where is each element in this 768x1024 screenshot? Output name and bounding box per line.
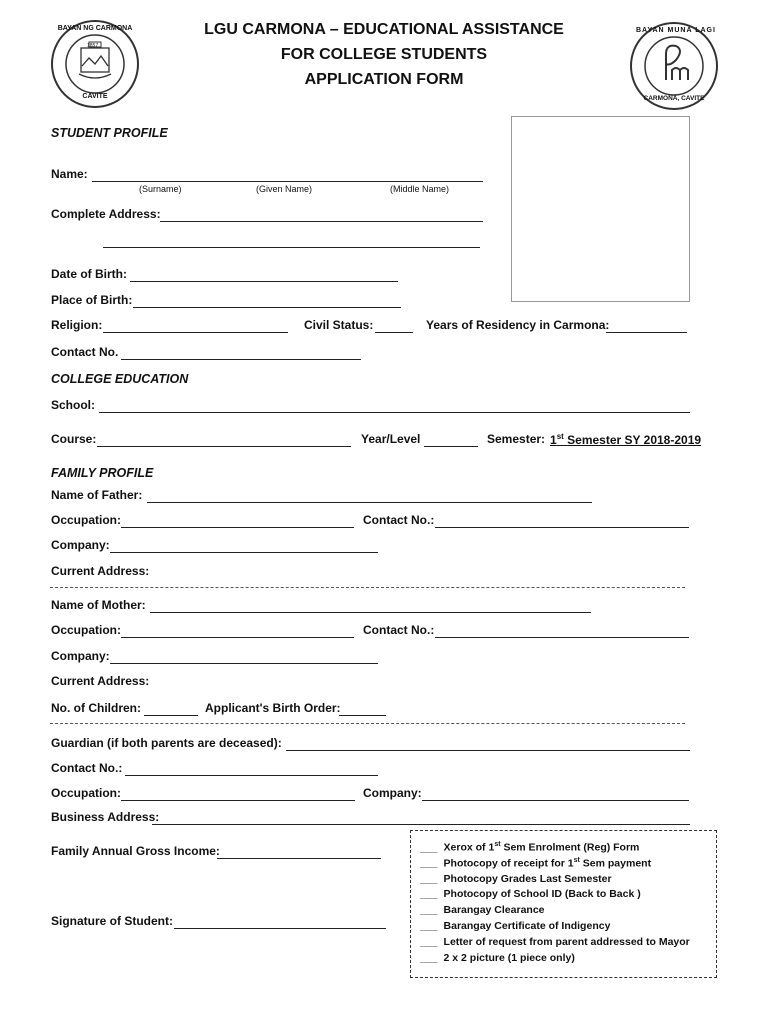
semester-suffix: st (556, 432, 564, 441)
photo-box (511, 116, 690, 302)
form-title-line2: FOR COLLEGE STUDENTS (280, 46, 488, 63)
address-field-2[interactable] (103, 247, 480, 248)
dob-label: Date of Birth: (51, 267, 127, 281)
requirement-checkbox-blank[interactable]: ___ (420, 888, 438, 901)
mother-occupation-label: Occupation: (51, 623, 122, 637)
student-profile-heading: STUDENT PROFILE (51, 126, 168, 140)
mother-name-field[interactable] (150, 612, 591, 613)
name-field[interactable] (92, 181, 483, 182)
divider-dashed (50, 723, 685, 724)
requirement-text: Photocopy of School ID (Back to Back ) (443, 888, 641, 901)
guardian-company-field[interactable] (422, 800, 689, 801)
seal-bottom-text: CARMONA, CAVITE (643, 95, 705, 102)
college-education-heading: COLLEGE EDUCATION (51, 372, 189, 386)
father-occupation-field[interactable] (121, 527, 354, 528)
guardian-occupation-field[interactable] (121, 800, 355, 801)
requirement-text: 2 x 2 picture (1 piece only) (443, 951, 575, 964)
father-company-label: Company: (51, 538, 110, 552)
business-address-field[interactable] (152, 824, 690, 825)
seal-year: 1857 (87, 43, 99, 49)
requirement-checkbox-blank[interactable]: ___ (420, 841, 438, 854)
birth-order-field[interactable] (339, 715, 386, 716)
surname-hint: (Surname) (139, 184, 182, 194)
father-company-field[interactable] (110, 552, 378, 553)
seal-bottom-text: CAVITE (82, 93, 108, 100)
address-label: Complete Address: (51, 207, 161, 221)
school-label: School: (51, 398, 95, 412)
course-label: Course: (51, 432, 97, 446)
school-field[interactable] (99, 412, 690, 413)
requirement-checkbox-blank[interactable]: ___ (420, 857, 438, 870)
guardian-contact-field[interactable] (125, 775, 378, 776)
income-label: Family Annual Gross Income: (51, 844, 220, 858)
requirement-ordinal-suffix: st (494, 841, 501, 848)
seal-top-text: BAYAN MUNA LAGI (636, 27, 716, 34)
requirement-checkbox-blank[interactable]: ___ (420, 935, 438, 948)
father-name-label: Name of Father: (51, 488, 143, 502)
semester-value (550, 432, 701, 447)
pob-field[interactable] (133, 307, 401, 308)
divider-dashed (50, 587, 685, 588)
father-contact-field[interactable] (435, 527, 689, 528)
mother-name-label: Name of Mother: (51, 598, 146, 612)
seal-top-text: BAYAN NG CARMONA (57, 25, 133, 32)
name-label: Name: (51, 167, 88, 181)
guardian-occupation-label: Occupation: (51, 786, 122, 800)
requirement-text: Barangay Certificate of Indigency (443, 920, 611, 932)
guardian-company-label: Company: (363, 786, 422, 800)
pob-label: Place of Birth: (51, 293, 133, 307)
mother-occupation-field[interactable] (121, 637, 354, 638)
civil-status-field[interactable] (375, 332, 413, 333)
religion-field[interactable] (103, 332, 288, 333)
requirement-item[interactable] (420, 952, 575, 964)
contact-field[interactable] (121, 359, 361, 360)
signature-label: Signature of Student: (51, 914, 173, 928)
requirement-item[interactable] (420, 873, 612, 885)
semester-text: Semester SY 2018-2019 (567, 433, 702, 447)
father-contact-label: Contact No.: (363, 513, 435, 527)
business-address-label: Business Address: (51, 810, 160, 824)
given-name-hint: (Given Name) (256, 184, 313, 194)
requirement-item[interactable] (420, 920, 610, 932)
requirement-text: Photocopy Grades Last Semester (443, 872, 612, 885)
requirement-ordinal-suffix: st (573, 856, 580, 864)
requirement-item[interactable] (420, 857, 651, 870)
middle-name-hint: (Middle Name) (390, 184, 450, 194)
year-level-label: Year/Level (361, 432, 421, 446)
residency-label: Years of Residency in Carmona: (426, 318, 610, 332)
signature-field[interactable] (174, 928, 386, 929)
children-field[interactable] (144, 715, 198, 716)
birth-order-label: Applicant's Birth Order: (205, 701, 341, 715)
mother-current-address-label: Current Address: (51, 674, 150, 688)
dob-field[interactable] (130, 281, 398, 282)
requirement-checkbox-blank[interactable]: ___ (420, 920, 438, 932)
mother-company-label: Company: (51, 649, 110, 663)
course-field[interactable] (97, 446, 351, 447)
requirement-checkbox-blank[interactable]: ___ (420, 872, 438, 885)
residency-field[interactable] (606, 332, 687, 333)
requirement-item[interactable] (420, 936, 690, 948)
family-profile-heading: FAMILY PROFILE (51, 466, 154, 480)
income-field[interactable] (217, 858, 381, 859)
requirement-checkbox-blank[interactable]: ___ (420, 904, 438, 917)
requirement-item[interactable] (420, 904, 545, 916)
form-title-line1: LGU CARMONA – EDUCATIONAL ASSISTANCE (204, 21, 564, 38)
mother-company-field[interactable] (110, 663, 378, 664)
form-title-line3: APPLICATION FORM (304, 71, 464, 88)
mother-contact-label: Contact No.: (363, 623, 435, 637)
guardian-field[interactable] (286, 750, 690, 751)
requirement-text: Photocopy of receipt for 1 (443, 857, 574, 870)
requirement-text-cont: Sem Enrolment (Reg) Form (500, 841, 640, 854)
mother-contact-field[interactable] (435, 637, 689, 638)
semester-label: Semester: (487, 432, 546, 446)
guardian-label: Guardian (if both parents are deceased): (51, 736, 282, 750)
requirement-item[interactable] (420, 888, 641, 900)
requirement-text: Letter of request from parent addressed to Mayor (443, 935, 690, 948)
address-field-1[interactable] (160, 221, 483, 222)
requirement-text: Xerox of 1 (443, 841, 495, 854)
requirement-text: Barangay Clearance (443, 904, 545, 917)
father-current-address-label: Current Address: (51, 564, 150, 578)
contact-label: Contact No. (51, 345, 119, 359)
father-name-field[interactable] (147, 502, 592, 503)
religion-label: Religion: (51, 318, 103, 332)
bayan-muna-lagi-seal-logo (630, 22, 718, 110)
children-label: No. of Children: (51, 701, 141, 715)
requirement-item[interactable] (420, 841, 639, 854)
requirement-checkbox-blank[interactable]: ___ (420, 951, 438, 964)
year-level-field[interactable] (424, 446, 478, 447)
semester-number: 1 (550, 433, 557, 447)
requirement-text-cont: Sem payment (579, 857, 652, 870)
guardian-contact-label: Contact No.: (51, 761, 123, 775)
father-occupation-label: Occupation: (51, 513, 122, 527)
civil-status-label: Civil Status: (304, 318, 374, 332)
